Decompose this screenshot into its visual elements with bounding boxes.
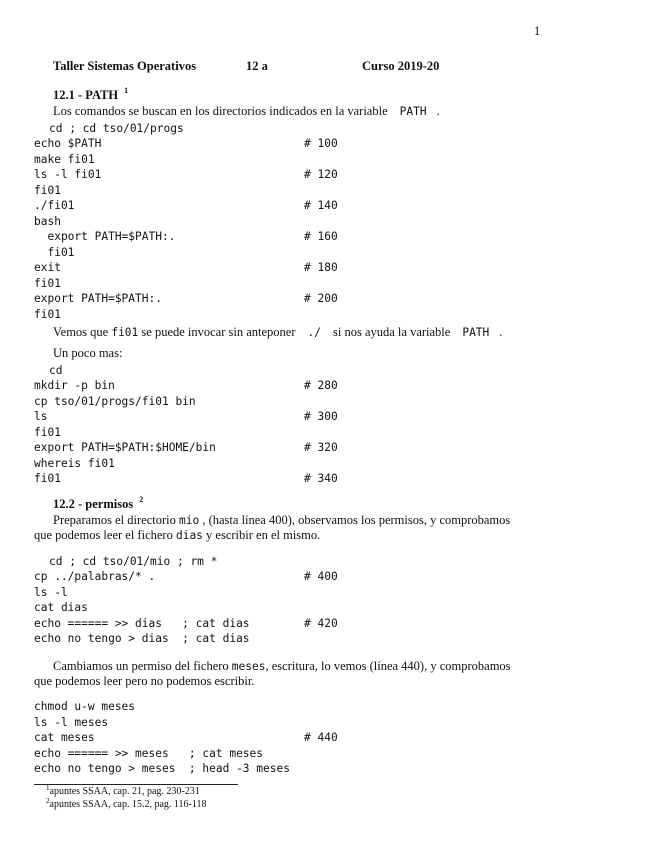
- code-line-number: # 340: [304, 472, 338, 485]
- para2-code-path: PATH: [462, 326, 490, 339]
- footnote-1: [46, 786, 200, 797]
- intro-var: PATH: [399, 105, 427, 118]
- code-line: fi01: [34, 307, 61, 321]
- code-line: ls -l: [34, 585, 68, 599]
- p1-line2-text-a: que podemos leer el fichero: [34, 528, 173, 542]
- code-line: echo ====== >> dias ; cat dias: [34, 616, 250, 630]
- section1-para2: [53, 325, 502, 340]
- code-line: exit: [34, 261, 61, 274]
- section-title-permisos: [53, 497, 143, 512]
- p2-text-b: , escritura, lo vemos (línea 440), y comprobamos: [265, 659, 511, 673]
- para2-text-c: si nos ayuda la variable: [333, 325, 451, 339]
- code-line-number: # 300: [304, 410, 338, 423]
- section2-para2: [53, 659, 511, 674]
- code-line: cat meses: [34, 731, 95, 744]
- code-cd: cd: [49, 364, 63, 377]
- para2-period: .: [499, 325, 503, 339]
- footnote-2-text: apuntes SSAA, cap. 15.2, pag. 116-118: [49, 799, 207, 810]
- section1-intro: [53, 104, 440, 119]
- code-line: echo no tengo > meses ; head -3 meses: [34, 762, 290, 775]
- code-line-number: # 280: [304, 379, 338, 392]
- code-line: ls -l meses: [34, 715, 109, 729]
- header-session: 12 a: [246, 59, 268, 73]
- code-line-number: # 120: [304, 168, 338, 181]
- code-line: fi01: [34, 245, 75, 259]
- code-line-number: # 420: [304, 616, 338, 630]
- footnote-mark-2: 2: [139, 495, 144, 504]
- code-line: echo $PATH: [34, 137, 102, 150]
- code-line-number: # 160: [304, 230, 338, 243]
- code-cd-mio: cd ; cd tso/01/mio ; rm *: [49, 555, 218, 568]
- footnote-mark-1: 1: [124, 86, 129, 95]
- code-line: cat dias: [34, 601, 88, 614]
- code-line: ls: [34, 410, 48, 423]
- code-line: cp tso/01/progs/fi01 bin: [34, 394, 196, 408]
- code-line: mkdir -p bin: [34, 379, 115, 392]
- para2-text-b: se puede invocar sin anteponer: [141, 325, 296, 339]
- code-line: fi01: [34, 425, 61, 439]
- code-line-number: # 180: [304, 261, 338, 274]
- para2-code-fi01: fi01: [111, 326, 139, 339]
- code-line: echo no tengo > dias ; cat dias: [34, 632, 250, 645]
- code-line: fi01: [34, 276, 61, 290]
- code-line: ls -l fi01: [34, 168, 102, 181]
- header-year: Curso 2019-20: [362, 59, 440, 73]
- code-line: make fi01: [34, 152, 95, 166]
- p1-text-b: , (hasta línea 400), observamos los permisos, y comprobamos: [202, 513, 511, 527]
- footnote-1-mark: 1: [46, 784, 50, 792]
- section2-para1: [53, 513, 510, 528]
- p1-code-dias: dias: [175, 529, 203, 542]
- code-line: export PATH=$PATH:.: [34, 292, 162, 305]
- header-course: Taller Sistemas Operativos: [53, 59, 197, 73]
- code-line: export PATH=$PATH:.: [34, 230, 176, 243]
- intro-text: Los comandos se buscan en los directorios indicados en la variable: [53, 104, 388, 118]
- code-line-number: # 100: [304, 137, 338, 150]
- code-line: echo ====== >> meses ; cat meses: [34, 746, 264, 760]
- code-line: fi01: [34, 183, 61, 197]
- section-title-text: 12.1 - PATH: [53, 88, 119, 102]
- section-title-path: [53, 88, 128, 103]
- p1-code-mio: mio: [179, 514, 200, 527]
- code-line-number: # 320: [304, 441, 338, 454]
- para2-code-dotslash: ./: [307, 326, 321, 339]
- code-line: ./fi01: [34, 199, 75, 212]
- footnote-2: [46, 799, 207, 810]
- code-cd-progs: cd ; cd tso/01/progs: [49, 122, 184, 135]
- section2-para2-line2: que podemos leer pero no podemos escribir.: [34, 674, 255, 688]
- code-line-number: # 200: [304, 292, 338, 305]
- code-line: chmod u-w meses: [34, 700, 136, 713]
- code-line: export PATH=$PATH:$HOME/bin: [34, 441, 216, 454]
- p1-text-a: Preparamos el directorio: [53, 513, 176, 527]
- p2-text-a: Cambiamos un permiso del fichero: [53, 659, 229, 673]
- p1-line2-text-b: y escribir en el mismo.: [206, 528, 321, 542]
- code-line: fi01: [34, 472, 61, 485]
- para2-text-a: Vemos que: [53, 325, 109, 339]
- code-line: whereis fi01: [34, 456, 115, 470]
- code-line-number: # 400: [304, 570, 338, 583]
- section-title-text: 12.2 - permisos: [53, 497, 134, 511]
- footnote-rule: [34, 784, 238, 785]
- code-line: bash: [34, 214, 61, 228]
- footnote-2-mark: 2: [46, 797, 50, 805]
- code-line: cp ../palabras/* .: [34, 570, 156, 583]
- code-line-number: # 440: [304, 731, 338, 744]
- section2-para1-line2: [34, 528, 320, 543]
- code-line-number: # 140: [304, 199, 338, 212]
- footnote-1-text: apuntes SSAA, cap. 21, pag. 230-231: [49, 786, 200, 797]
- page-number: 1: [534, 24, 541, 38]
- section1-para3: Un poco mas:: [53, 346, 123, 360]
- p2-code-meses: meses: [231, 660, 266, 673]
- intro-period: .: [436, 104, 440, 118]
